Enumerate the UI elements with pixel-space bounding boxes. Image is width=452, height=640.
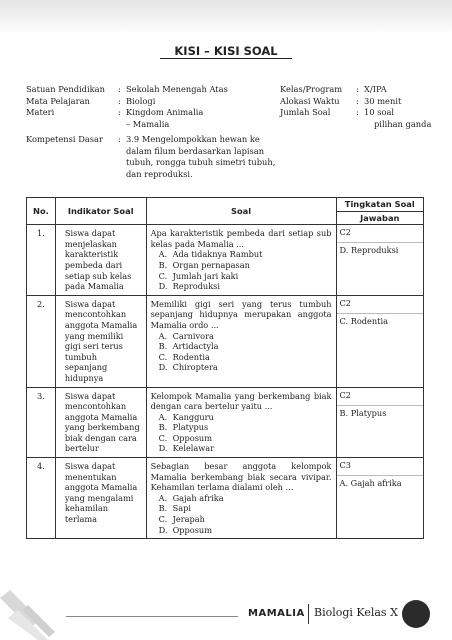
row-soal — [146, 387, 336, 458]
header-tingkatan: Tingkatan Soal — [336, 198, 423, 212]
meta-colon: : — [356, 84, 359, 94]
question-text: Memiliki gigi seri yang terus tumbuh sepanjang hidupnya merupakan anggota Mamalia ordo ... — [150, 298, 332, 330]
row-no: 1. — [27, 225, 56, 296]
option-letter: D. — [158, 524, 168, 535]
option-letter: B. — [158, 259, 168, 270]
meta-colon: : — [118, 95, 121, 106]
row-indikator: Siswa dapat menjelaskan karakteristik pembeda dari setiap sub kelas pada Mamalia — [55, 225, 146, 296]
option-letter: C. — [158, 432, 168, 443]
meta-key: Mata Pelajaran — [26, 95, 90, 106]
option-text: Artidactyla — [172, 341, 219, 352]
meta-row-kompetensi — [26, 134, 276, 180]
row-tingkatan-jawaban — [336, 458, 423, 539]
meta-value: Biologi — [126, 95, 156, 106]
option-c — [151, 352, 332, 363]
row-soal — [146, 295, 336, 387]
option-letter: C. — [158, 351, 168, 362]
option-c — [151, 271, 332, 282]
header-no: No. — [27, 198, 56, 225]
meta-spacer — [26, 119, 118, 131]
row-indikator: Siswa dapat mencontohkan anggota Mamalia yang memiliki gigi seri terus tumbuh sepanjang hidupnya — [55, 295, 146, 387]
footer-line — [66, 616, 238, 617]
meta-spacer — [118, 119, 126, 131]
meta-row-kelas — [280, 84, 431, 96]
option-d — [151, 281, 332, 292]
meta-key: Kompetensi Dasar — [26, 134, 103, 144]
meta-spacer — [356, 119, 364, 131]
meta-row-materi — [26, 107, 276, 119]
option-text: Platypus — [172, 422, 209, 433]
question-text: Apa karakteristik pembeda dari setiap sub kelas pada Mamalia ... — [150, 228, 332, 249]
option-letter: B. — [158, 341, 168, 352]
option-text: Jumlah jari kaki — [172, 270, 239, 281]
corner-stripes-decoration — [0, 590, 60, 640]
meta-colon: : — [118, 84, 121, 94]
meta-colon: : — [356, 95, 359, 106]
title-underline — [160, 58, 292, 59]
option-letter: A. — [158, 492, 168, 503]
option-text: Opposum — [172, 432, 212, 443]
meta-colon: : — [118, 134, 121, 144]
option-d — [151, 525, 332, 536]
header-jawaban: Jawaban — [336, 211, 423, 225]
option-c — [151, 514, 332, 525]
table-row — [27, 387, 424, 458]
row-tingkatan-jawaban — [336, 387, 423, 458]
answer-value: C. Rodentia — [339, 315, 388, 326]
top-shade — [0, 0, 452, 34]
option-text: Jerapah — [172, 514, 205, 525]
option-text: Organ pernapasan — [172, 259, 250, 270]
option-a — [151, 493, 332, 504]
meta-key: Alokasi Waktu — [280, 95, 340, 106]
option-letter: C. — [158, 514, 168, 525]
meta-value: Kingdom Animalia — [126, 107, 204, 117]
option-text: Chiroptera — [172, 362, 218, 373]
meta-row-jumlah-extra — [280, 119, 431, 131]
row-indikator: Siswa dapat menentukan anggota Mamalia yang mengalami kehamilan terlama — [55, 458, 146, 539]
option-text: Gajah afrika — [172, 492, 224, 503]
meta-key: Kelas/Program — [280, 84, 343, 94]
answer-value: D. Reproduksi — [339, 245, 399, 256]
answer-value: A. Gajah afrika — [339, 478, 402, 489]
header-soal: Soal — [146, 198, 336, 225]
meta-value: X/IPA — [364, 84, 387, 94]
option-a — [151, 412, 332, 423]
option-letter: B. — [158, 503, 168, 514]
meta-colon: : — [118, 107, 121, 117]
option-text: Sapi — [172, 503, 191, 514]
meta-spacer — [280, 119, 356, 131]
row-no: 3. — [27, 387, 56, 458]
question-text: Sebagian besar anggota kelompok Mamalia berkembang biak secara vivipar. Kehamilan terlama dialami oleh ... — [150, 461, 332, 493]
row-no: 2. — [27, 295, 56, 387]
row-tingkatan-jawaban — [336, 295, 423, 387]
option-d — [151, 443, 332, 454]
meta-key: Jumlah Soal — [280, 107, 331, 117]
option-b — [151, 422, 332, 433]
option-d — [151, 362, 332, 373]
meta-value: Sekolah Menengah Atas — [126, 84, 228, 94]
meta-value-extra: pilihan ganda — [374, 118, 432, 129]
option-letter: A. — [158, 411, 168, 422]
answer-value: B. Platypus — [339, 407, 387, 418]
page-circle-icon — [402, 600, 430, 628]
option-text: Opposum — [172, 524, 212, 535]
footer-brand: MAMALIA — [248, 608, 305, 619]
question-text: Kelompok Mamalia yang berkembang biak dengan cara bertelur yaitu ... — [150, 390, 332, 412]
row-soal — [146, 458, 336, 539]
option-letter: C. — [158, 270, 168, 281]
option-c — [151, 433, 332, 444]
row-tingkatan-jawaban — [336, 225, 423, 296]
meta-row-alokasi — [280, 96, 431, 108]
page-title: KISI – KISI SOAL — [174, 44, 278, 58]
level-value: C3 — [337, 458, 423, 476]
option-letter: D. — [158, 281, 168, 292]
meta-left — [26, 84, 276, 180]
option-letter: D. — [158, 443, 168, 454]
option-b — [151, 260, 332, 271]
option-b — [151, 503, 332, 514]
footer-separator — [308, 604, 309, 624]
option-letter: D. — [158, 362, 168, 373]
table-row — [27, 295, 424, 387]
kompetensi-value: 3.9 Mengelompokkan hewan ke dalam filum berdasarkan lapisan tubuh, rongga tubuh simetri tubuh, dan reproduksi. — [126, 134, 276, 179]
option-letter: B. — [158, 422, 168, 433]
option-text: Reproduksi — [172, 281, 220, 292]
meta-row-mapel — [26, 96, 276, 108]
meta-value-extra: – Mamalia — [126, 118, 170, 129]
meta-key: Materi — [26, 107, 55, 117]
level-value: C2 — [337, 296, 423, 314]
meta-value: 10 soal — [364, 107, 395, 117]
option-letter: A. — [158, 330, 168, 341]
option-text: Ada tidaknya Rambut — [172, 249, 263, 260]
meta-row-jumlah — [280, 107, 431, 119]
level-value: C2 — [337, 388, 423, 406]
option-text: Carnivora — [172, 330, 214, 341]
table-header-row — [27, 198, 424, 212]
option-letter: A. — [158, 249, 168, 260]
option-text: Kelelawar — [172, 443, 215, 454]
meta-colon: : — [356, 107, 359, 117]
option-b — [151, 341, 332, 352]
table-row — [27, 458, 424, 539]
row-no: 4. — [27, 458, 56, 539]
header-indikator: Indikator Soal — [55, 198, 146, 225]
meta-right — [280, 84, 431, 130]
row-soal — [146, 225, 336, 296]
meta-value: 30 menit — [364, 95, 402, 106]
level-value: C2 — [337, 225, 423, 243]
option-a — [151, 249, 332, 260]
option-text: Rodentia — [172, 351, 210, 362]
option-a — [151, 331, 332, 342]
table-row — [27, 225, 424, 296]
meta-row-materi-extra — [26, 119, 276, 131]
footer-subject: Biologi Kelas X — [314, 606, 398, 619]
option-text: Kangguru — [172, 411, 214, 422]
kisi-table — [26, 197, 424, 539]
meta-key: Satuan Pendidikan — [26, 84, 105, 94]
row-indikator: Siswa dapat mencontohkan anggota Mamalia yang berkembang biak dengan cara bertelur — [55, 387, 146, 458]
meta-row-satuan — [26, 84, 276, 96]
